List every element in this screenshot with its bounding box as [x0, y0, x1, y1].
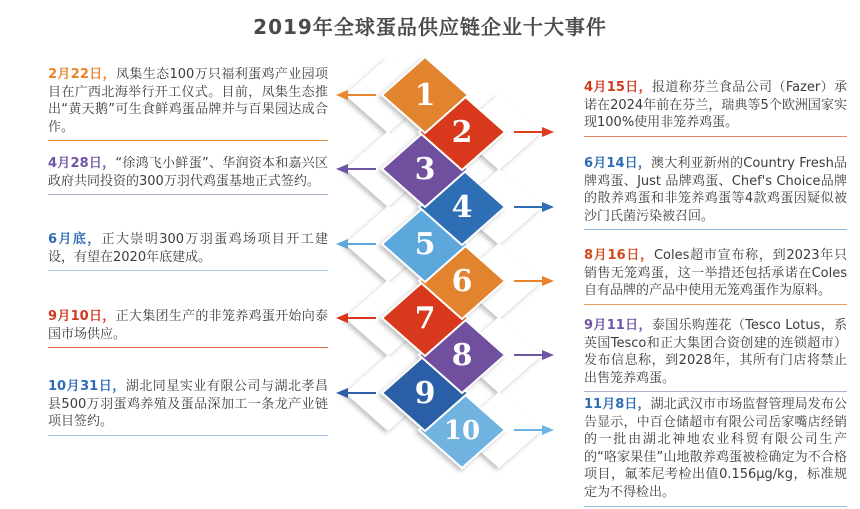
underline — [48, 347, 328, 348]
event-item-8 — [584, 317, 847, 392]
event-date: 2月22日， — [48, 67, 116, 82]
event-date: 6月底， — [48, 232, 102, 247]
event-text: 湖北同星实业有限公司与湖北孝昌县500万羽蛋鸡养殖及蛋品深加工一条龙产业链项目签约。 — [48, 379, 328, 430]
event-text: 湖北武汉市市场监督管理局发布公告显示，中百仓储超市有限公司岳家嘴店经销的一批由湖北神地农业科贸有限公司生产的“咯家果佳”山地散养鸡蛋被检确定为不合格项目，氟苯尼考检出值0.156μg/kg，标准规定为不得检出。 — [584, 397, 847, 500]
event-text: 澳大利亚新州的Country Fresh品牌鸡蛋、Just 品牌鸡蛋、Chef's Choice品牌的散养鸡蛋和非笼养鸡蛋等4款鸡蛋因疑似被沙门氏菌污染被召回。 — [584, 156, 847, 224]
page-title: 2019年全球蛋品供应链企业十大事件 — [253, 15, 607, 39]
event-text: 报道称芬兰食品公司（Fazer）承诺在2024年前在芬兰，瑞典等5个欧洲国家实现100%使用非笼养鸡蛋。 — [584, 80, 847, 131]
event-item-9 — [48, 378, 328, 436]
diamond-number-9: 9 — [414, 376, 436, 411]
diamond-number-10: 10 — [443, 416, 481, 446]
underline — [584, 506, 847, 507]
diamond-number-4: 4 — [451, 190, 473, 225]
timeline-diamonds-graphic — [330, 50, 560, 490]
event-text: 凤集生态100万只福利蛋鸡产业园项目在广西北海举行开工仪式。目前，凤集生态推出“黄天鹅”可生食鲜鸡蛋品牌并与百果园达成合作。 — [48, 67, 328, 135]
event-text: 正大崇明300万羽蛋鸡场项目开工建设，有望在2020年底建成。 — [48, 232, 328, 265]
event-date: 9月10日， — [48, 309, 116, 324]
event-text: Coles超市宣布称，到2023年只销售无笼鸡蛋，这一举措还包括承诺在Coles自有品牌的产品中使用无笼鸡蛋作为原料。 — [584, 248, 848, 299]
event-item-6 — [584, 247, 847, 305]
diamond-number-5: 5 — [414, 227, 436, 262]
diamond-number-2: 2 — [451, 115, 473, 150]
underline — [48, 270, 328, 271]
event-date: 6月14日， — [584, 156, 652, 171]
event-date: 4月28日， — [48, 156, 116, 171]
event-date: 8月16日， — [584, 248, 654, 263]
event-date: 4月15日， — [584, 80, 653, 95]
diamond-number-3: 3 — [414, 152, 436, 187]
event-date: 10月31日， — [48, 379, 126, 394]
event-text: 正大集团生产的非笼养鸡蛋开始向泰国市场供应。 — [48, 309, 328, 342]
event-item-2 — [584, 79, 847, 137]
event-date: 11月8日， — [584, 397, 651, 412]
event-item-4 — [584, 155, 847, 230]
diamond-number-7: 7 — [414, 301, 436, 336]
underline — [584, 229, 847, 230]
event-item-5 — [48, 231, 328, 271]
underline — [48, 140, 328, 141]
event-item-10 — [584, 396, 847, 507]
underline — [584, 304, 847, 305]
event-text: 泰国乐购莲花（Tesco Lotus，系英国Tesco和正大集团合资创建的连锁超市）发布信息称，到2028年，其所有门店将禁止出售笼养鸡蛋。 — [584, 318, 847, 386]
underline — [584, 391, 847, 392]
event-text: “徐鸿飞小鲜蛋”、华润资本和嘉兴区政府共同投资的300万羽代鸡蛋基地正式签约。 — [48, 156, 328, 189]
event-item-1 — [48, 66, 328, 141]
event-date: 9月11日， — [584, 318, 652, 333]
underline — [48, 435, 328, 436]
diamond-number-6: 6 — [451, 264, 473, 299]
event-item-7 — [48, 308, 328, 348]
diamond-number-1: 1 — [414, 78, 436, 113]
event-item-3 — [48, 155, 328, 195]
underline — [48, 194, 328, 195]
underline — [584, 136, 847, 137]
diamond-number-8: 8 — [451, 338, 473, 373]
